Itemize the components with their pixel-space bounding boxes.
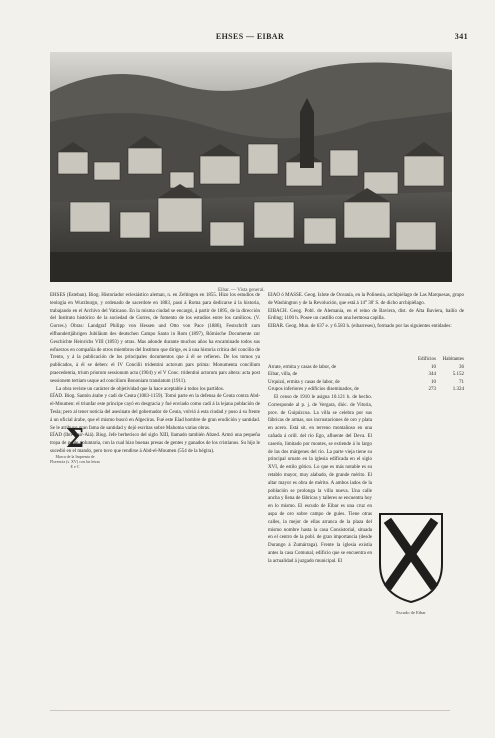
entry-ehses-continuation: La obra reviste un carácter de objetividad que la hace aceptable á todos los partidos.: [56, 386, 225, 392]
coat-of-arms-figure: [376, 510, 446, 606]
running-title: EHSES — EIBAR: [215, 32, 285, 41]
stats-label: Grupos inferiores y edificios diseminados, de: [268, 387, 359, 393]
entry-eiad-second: EÍAD (Ibn-Nasr-Aiá). Biog. Jefe berberisco del siglo XIII, llamado también Abzed. Armó una pequeña tropa de gente voluntaria, con la cual hizo buenas presas de gentes y ganados de los cristianos. Su hijo le sucedió en el mando, pero tuvo que rendirse á Abd-el-Moumen (554 de la hégira).: [50, 433, 260, 454]
stats-inhabitants: 36: [459, 364, 464, 370]
table-row: [268, 379, 464, 387]
stats-buildings: 273: [428, 387, 436, 393]
stats-inhabitants: 1.324: [452, 387, 464, 393]
stats-header-buildings: Edificios: [417, 357, 436, 362]
stats-inhabitants: 5.152: [452, 372, 464, 378]
printer-mark-figure: [50, 424, 100, 494]
shield-caption: Escudo de Eibar: [396, 610, 426, 615]
stats-inhabitants: 71: [459, 379, 464, 385]
stats-header-row: [268, 356, 464, 364]
right-column-continuation: [268, 394, 372, 566]
table-row: [268, 386, 464, 394]
stats-label: Arrate, ermita y casas de labor, de: [268, 364, 337, 370]
stats-label: Eibar, villa, de: [268, 372, 298, 378]
right-text-column: [268, 292, 464, 331]
table-row: [268, 371, 464, 379]
stats-label: Urquizú, ermita y casas de labor, de: [268, 379, 340, 385]
stats-buildings: 10: [431, 379, 436, 385]
page-number: 341: [454, 32, 468, 41]
entry-ehses: EHSES (Esteban). Biog. Historiador eclesiástico aleman, n. en Zeltingen en 1855. Hizo los estudios de teología en Wurzburgo, y ordenado de sacerdote en 1883, pasó á Roma para dedicarse á la historia, trabajando en el Archivo del Vaticano. En la misma ciudad se encargó, á partir de 1895, de la dirección del Instituto histórico de la sociedad de Gorres, de fomento de los estudios entre los católicos. (V. Gorres.) Obras: Landgraf Philipp von Hessen und Otto von Pace (1886), Festschrift zum elfhundertjährigen Jubiläum des deutschen Campo Santo in Rom (1897), Römische Documente zur Geschichte Heinrichs VIII (1893) y otras. Mas adonde durante muchos años ha encaminado todos sus esfuerzos en compañía de otros miembros del Instituto que dirige, es á una historia crítica del concilio de Trento, y á la publicación de los principales documentos que á él se refieren. De los tomos ya publicados, á él se deben: el IV Concilii tridentini actorum pars prima: Monumenta concilium praecedentia, trium priorum sessionum acta (1904) y el V Conc. tridentini actorum pars altera: acta post sessionem tertiam usque ad concilium Bononiam translatum (1911).: [50, 293, 260, 384]
entry-eibar-continuation: El censo de 1910 le asigna 10.121 h. de hecho. Corresponde al p. j. de Vergara, dióc. de Vitoria, prov. de Guipúzcoa. La villa se celebra por sus fábricas de armas, sus incrustaciones de oro y plata en acero. Está sit. en terreno montañoso en una cañada á orill. del río Ego, afluente del Deva. El caserío, limitado por montes, se extiende á lo largo de las dos márgenes del río. La parte vieja tiene su principal ornato en la iglesia edificada en el siglo XVI, de estilo gótico. Lo que es más notable es su retablo mayor, muy alabado, de grande mérito. El altar mayor es obra de mérito. A ambos lados de la población se prolonga la villa nueva. Una calle ancha y llena de fábricas y talleres se encuentra hoy en lo mismo. El escudo de Eibar es una cruz en aspa de oro sobre campo de gules. Tiene otras calles, la mejor de ellas arranca de la plaza del mismo nombre hasta la casa Consistorial, situada en el centro de la pobl. de gran importancia (desde Durango á Zumárraga). Frente la iglesia existía antes la casa Comunal, edificio que se encuentra en la actualidad á juzgado municipal. El: [268, 395, 372, 564]
stats-buildings: 10: [431, 364, 436, 370]
eibar-photograph: [50, 52, 452, 282]
running-header: [32, 32, 468, 44]
photo-caption: Eibar. — Vista general.: [218, 288, 265, 293]
printer-mark-caption: Marca de la Imprenta de Florencia (s. XV) con las letras E e C: [50, 454, 100, 469]
eibar-population-table: [268, 356, 464, 394]
entry-eibach: EIBACH. Geog. Pobl. de Alemania, en el reino de Baviera, dist. de Alta Baviera, bailío de Erding; 1100 h. Posee un castillo con una hermosa capilla.: [268, 308, 464, 322]
page-bottom-rule: [50, 710, 450, 711]
entry-eibar: EIBAR. Geog. Mun. de 637 e. y 6.583 h. (eibarreses), formado por las siguientes entidades:: [268, 324, 452, 330]
table-row: [268, 364, 464, 372]
printer-mark-glyph: Σ: [65, 424, 85, 454]
entry-eiao: EIAO ó MASSE. Geog. Islote de Oceanía, en la Polinesia, archipiélago de Las Marquesas, grupo de Washington y de la Revolución, que está á 14° 30' S. de dicho archipiélago.: [268, 293, 464, 306]
stats-header-inhabitants: Habitantes: [442, 357, 464, 362]
eibar-town-view-image: [50, 52, 452, 282]
stats-buildings: 344: [428, 372, 436, 378]
entry-eiad: EÍAD. Biog. Santón árabe y cadí de Ceuta (1083-1159). Tomó parte en la defensa de Ceuta contra Abd-el-Moumen: el triunfar este príncipe cayó en desgracia y fué enviado como cadí á la lejana población de Tesla; pero al tener noticia del asesinato del gobernador de Ceuta, volvió á esta ciudad y puso á su frente á un oficial árabe, que el mismo buscó en Algeciras. Fué este Eíad hombre de gran erudición y santidad. Se le atribuye gran fama de santidad y dejó escritas sobre Mahoma varias obras.: [50, 394, 260, 431]
shield-icon: [376, 510, 446, 606]
book-page: [32, 22, 468, 722]
